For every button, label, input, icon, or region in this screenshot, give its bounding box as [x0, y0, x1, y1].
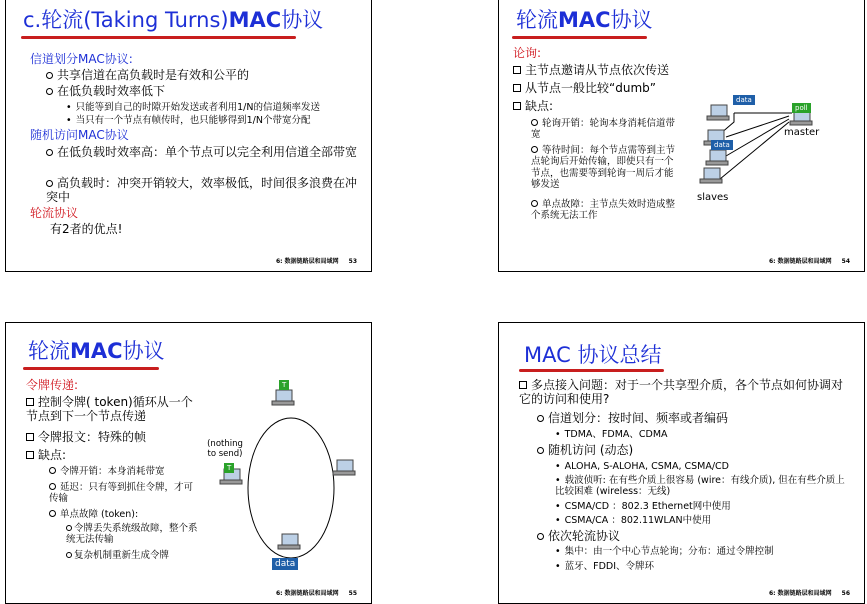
square-bullet-icon — [26, 398, 34, 406]
sec1-heading: 信道划分MAC协议: — [30, 52, 133, 66]
slide-54 — [498, 0, 865, 272]
page-number: 54 — [841, 258, 850, 265]
sec2-item-1 — [46, 146, 364, 160]
item-1-text: 主节点邀请从节点依次传送 — [525, 63, 670, 77]
page-number: 53 — [348, 258, 357, 265]
sub-2 — [531, 145, 681, 191]
sub-2-text: 随机访问 (动态) — [548, 443, 634, 457]
item-3-text: 缺点: — [38, 448, 67, 462]
slide-54-title — [516, 10, 653, 31]
sub-1-dot-1-text: TDMA、FDMA、CDMA — [564, 429, 668, 440]
circle-bullet-icon — [49, 510, 56, 517]
subsub-1-text: 令牌丢失系统级故障，整个系统无法传输 — [66, 523, 198, 546]
slide-55 — [5, 322, 372, 604]
page-number: 55 — [348, 590, 357, 597]
nothing-to-send-label: (nothing to send) — [207, 439, 243, 460]
sub-2-dot-2 — [555, 475, 845, 498]
token-label-1: T — [279, 380, 289, 390]
title-text: 轮流 — [516, 8, 558, 32]
sub-2 — [49, 482, 199, 505]
sub-2-dot-3 — [555, 501, 731, 512]
sec2-item-2-text: 高负载时：冲突开销较大，效率极低，时间很多浪费在冲突中 — [46, 176, 358, 204]
title-suffix: 协议 — [281, 8, 324, 32]
sub-2-dot-2-text: 载波侦听: 在有些介质上很容易 (wire：有线介质), 但在有些介质上比较困难 (wireless：无线) — [555, 475, 845, 498]
dot-bullet-icon: • — [555, 501, 561, 512]
sec1-sub-1 — [66, 102, 320, 113]
title-text: 轮流 — [28, 339, 70, 363]
sub-2-dot-1 — [555, 461, 729, 472]
title-prefix: c. — [23, 8, 42, 32]
title-underline — [519, 369, 664, 372]
title-suffix: 协议 — [122, 339, 165, 363]
circle-bullet-icon — [66, 525, 72, 531]
token-ring-diagram — [206, 378, 371, 578]
circle-bullet-icon — [537, 533, 544, 540]
sub-3-dot-2 — [555, 561, 654, 572]
circle-bullet-icon — [46, 149, 53, 156]
item-2-text: 令牌报文：特殊的帧 — [38, 430, 147, 444]
item-1 — [26, 396, 196, 424]
sub-2-dot-3-text: CSMA/CD ：802.3 Ethernet网中使用 — [564, 501, 731, 512]
sub-3-text: 单点故障 (token): — [60, 509, 139, 520]
square-bullet-icon — [513, 102, 521, 110]
title-bold: MAC — [228, 8, 282, 32]
dot-bullet-icon: • — [66, 102, 72, 113]
title-bold: MAC — [558, 8, 611, 32]
square-bullet-icon — [26, 433, 34, 441]
sub-1 — [537, 412, 728, 426]
sec1-heading: 令牌传递: — [26, 378, 79, 392]
sub-3-dot-1 — [555, 546, 774, 557]
dot-bullet-icon: • — [555, 461, 561, 472]
sec1-item-2-text: 在低负载时效率低下 — [57, 84, 166, 98]
slide-55-footer — [276, 588, 357, 597]
footer-text: 6: 数据链路层和局域网 — [768, 590, 832, 597]
sec2-heading: 随机访问MAC协议 — [30, 128, 129, 142]
dot-bullet-icon: • — [555, 475, 561, 486]
slide-53 — [5, 0, 372, 272]
sub-2-dot-4-text: CSMA/CA ：802.11WLAN中使用 — [564, 515, 712, 526]
circle-bullet-icon — [531, 146, 538, 153]
sub-3 — [537, 530, 620, 544]
item-2 — [26, 431, 146, 445]
sec1-item-2 — [46, 85, 165, 99]
poll-label: poll — [792, 103, 811, 113]
slide-53-title — [23, 10, 323, 31]
circle-bullet-icon — [537, 415, 544, 422]
item-3 — [513, 100, 553, 114]
circle-bullet-icon — [46, 180, 53, 187]
sec1-sub-2-text: 当只有一个节点有帧传时，也只能够得到1/N个带宽分配 — [75, 115, 311, 126]
sub-3-dot-2-text: 蓝牙、FDDI、令牌环 — [564, 561, 655, 572]
sub-3-text: 单点故障：主节点失效时造成整个系统无法工作 — [531, 199, 676, 222]
slide-56-title: MAC 协议总结 — [524, 343, 662, 367]
ring-computer-icon — [220, 390, 355, 549]
sec1-sub-1-text: 只能等到自己的时隙开始发送或者利用1/N的信道频率发送 — [75, 102, 320, 113]
dot-bullet-icon: • — [555, 546, 561, 557]
slide-56-footer — [769, 588, 850, 597]
sec1-sub-2 — [66, 115, 310, 126]
title-underline — [23, 367, 159, 370]
item-1 — [513, 64, 669, 78]
master-label: master — [784, 127, 820, 138]
circle-bullet-icon — [66, 552, 72, 558]
dot-bullet-icon: • — [555, 561, 561, 572]
sec2-item-2 — [46, 177, 364, 205]
circle-bullet-icon — [49, 467, 56, 474]
sub-2-dot-1-text: ALOHA, S-ALOHA, CSMA, CSMA/CD — [564, 461, 729, 472]
subsub-2-text: 复杂机制重新生成令牌 — [74, 550, 170, 561]
sub-1-text: 信道划分：按时间、频率或者编码 — [548, 411, 729, 425]
square-bullet-icon — [513, 66, 521, 74]
square-bullet-icon — [513, 84, 521, 92]
item-1-text: 多点接入问题：对于一个共享型介质，各个节点如何协调对它的访问和使用? — [519, 378, 844, 406]
footer-text: 6: 数据链路层和局域网 — [275, 590, 339, 597]
item-1-text: 控制令牌( token)循环从一个节点到下一个节点传递 — [26, 395, 193, 423]
sec1-item-1 — [46, 69, 249, 83]
slide-53-footer — [276, 256, 357, 265]
subsub-1 — [66, 523, 206, 546]
data-label-1: data — [733, 95, 755, 105]
circle-bullet-icon — [49, 483, 56, 490]
item-2 — [513, 82, 656, 96]
sub-1 — [49, 466, 165, 477]
sub-3 — [49, 509, 138, 520]
slaves-label: slaves — [697, 192, 729, 203]
sub-3-dot-1-text: 集中：由一个中心节点轮询；分布：通过令牌控制 — [564, 546, 774, 557]
circle-bullet-icon — [46, 88, 53, 95]
token-label-2: T — [224, 463, 234, 473]
title-underline — [21, 36, 296, 39]
sub-3 — [531, 199, 681, 222]
sub-2 — [537, 444, 633, 458]
title-bold: MAC — [70, 339, 123, 363]
circle-bullet-icon — [537, 447, 544, 454]
sub-1 — [531, 118, 681, 141]
circle-bullet-icon — [531, 200, 538, 207]
sec3-heading: 轮流协议 — [30, 206, 79, 220]
slide-54-footer — [769, 256, 850, 265]
sub-3-text: 依次轮流协议 — [548, 529, 621, 543]
sub-2-text: 延迟：只有等到抓住令牌，才可传输 — [49, 482, 194, 505]
sub-1-dot-1 — [555, 429, 668, 440]
circle-bullet-icon — [46, 72, 53, 79]
footer-text: 6: 数据链路层和局域网 — [768, 258, 832, 265]
title-text: 轮流(Taking Turns) — [41, 8, 229, 32]
sec1-heading: 论询: — [513, 46, 542, 60]
sub-1-text: 轮询开销：轮询本身消耗信道带宽 — [531, 118, 676, 141]
item-3 — [26, 449, 66, 463]
footer-text: 6: 数据链路层和局域网 — [275, 258, 339, 265]
item-1 — [519, 379, 849, 407]
dot-bullet-icon: • — [66, 115, 72, 126]
sec1-item-1-text: 共享信道在高负载时是有效和公平的 — [57, 68, 250, 82]
sec3-text: 有2者的优点! — [50, 222, 123, 236]
dot-bullet-icon: • — [555, 515, 561, 526]
data-label-2: data — [711, 140, 733, 150]
sub-2-text: 等待时间：每个节点需等到主节点轮询后开始传输，即使只有一个节点，也需要等到轮询一周后才能够发送 — [531, 145, 676, 191]
page-number: 56 — [841, 590, 850, 597]
square-bullet-icon — [26, 451, 34, 459]
item-2-text: 从节点一般比较“dumb” — [525, 81, 656, 95]
sub-2-dot-4 — [555, 515, 711, 526]
circle-bullet-icon — [531, 119, 538, 126]
slide-56 — [498, 322, 865, 604]
subsub-2 — [66, 550, 169, 561]
sec2-item-1-text: 在低负载时效率高：单个节点可以完全利用信道全部带宽 — [57, 145, 358, 159]
square-bullet-icon — [519, 381, 527, 389]
title-underline — [512, 36, 647, 39]
slide-55-title — [28, 341, 165, 362]
title-suffix: 协议 — [610, 8, 653, 32]
data-label: data — [272, 558, 298, 570]
item-3-text: 缺点: — [525, 99, 554, 113]
dot-bullet-icon: • — [555, 429, 561, 440]
sub-1-text: 令牌开销：本身消耗带宽 — [60, 466, 165, 477]
